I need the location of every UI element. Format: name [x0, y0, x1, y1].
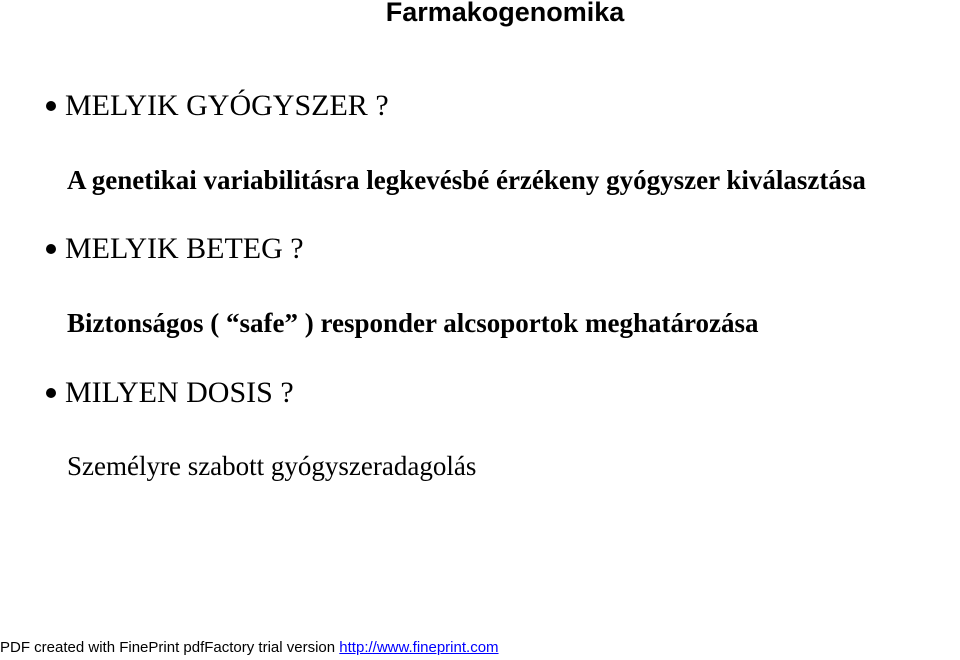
bullet-text: MELYIK BETEG ?	[65, 232, 304, 265]
slide-title: Farmakogenomika	[385, 0, 625, 27]
bullet-detail: A genetikai variabilitásra legkevésbé érzékeny gyógyszer kiválasztása	[67, 165, 866, 195]
bullet-dot-icon	[46, 388, 56, 398]
bullet-item-dose	[46, 375, 294, 411]
footer-link[interactable]: http://www.fineprint.com	[339, 639, 499, 656]
bullet-item-medicine	[46, 88, 389, 124]
pdf-footer	[0, 639, 499, 657]
bullet-detail: Biztonságos ( “safe” ) responder alcsoportok meghatározása	[67, 308, 759, 338]
footer-text: PDF created with FinePrint pdfFactory trial version	[0, 639, 336, 656]
bullet-detail: Személyre szabott gyógyszeradagolás	[67, 451, 477, 481]
bullet-text: MILYEN DOSIS ?	[65, 376, 294, 409]
bullet-item-patient	[46, 231, 304, 267]
bullet-dot-icon	[46, 244, 56, 254]
bullet-dot-icon	[46, 101, 56, 111]
bullet-text: MELYIK GYÓGYSZER ?	[65, 89, 389, 122]
